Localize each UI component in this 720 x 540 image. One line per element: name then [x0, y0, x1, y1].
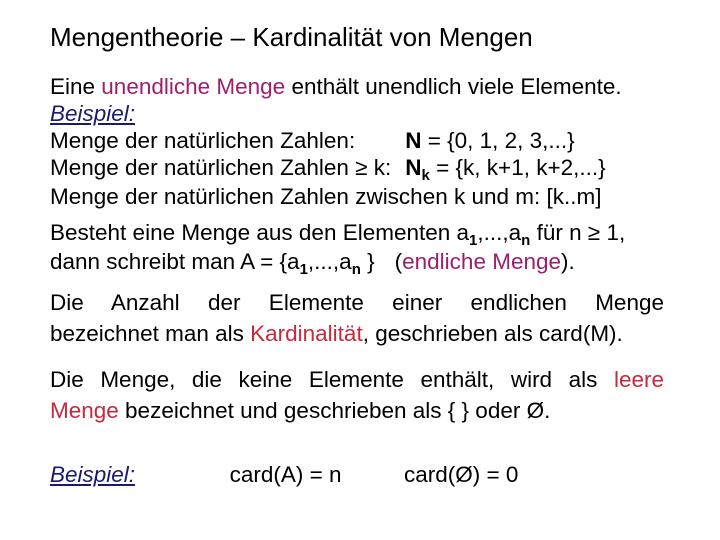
example-label[interactable]: Beispiel:: [50, 101, 136, 126]
set-notation: = {k, k+1, k+2,...}: [429, 155, 606, 180]
text: enthält unendlich viele Elemente.: [285, 74, 622, 99]
example-2-line: [50, 461, 518, 489]
text: bezeichnet man als: [50, 321, 251, 346]
card-a: card(A) = n: [229, 462, 342, 487]
infinite-set-line: [50, 73, 622, 101]
text: ,...,a: [477, 220, 522, 245]
elements-line: [50, 219, 625, 247]
empty-set-row-1: [50, 364, 664, 395]
text: für n ≥ 1,: [530, 220, 626, 245]
natural-numbers-line: [50, 127, 575, 155]
text: Menge der natürlichen Zahlen:: [50, 128, 356, 153]
empty-set-row-2: [50, 395, 664, 426]
text: (: [394, 249, 403, 274]
subscript: n: [521, 232, 531, 249]
text: ,...,a: [307, 249, 352, 274]
text: , geschrieben als card(M).: [362, 321, 623, 346]
text: Besteht eine Menge aus den Elementen a: [50, 220, 470, 245]
text: dann schreibt man A = {a: [50, 249, 300, 274]
text: Eine: [50, 74, 102, 99]
card-empty: card(Ø) = 0: [404, 462, 519, 487]
cardinality-row-2: [50, 318, 664, 349]
text: Die Menge, die keine Elemente enthält, wird als: [50, 367, 614, 392]
interval-line: [50, 183, 602, 211]
text: Menge der natürlichen Zahlen zwischen k und m: [k..m]: [50, 184, 602, 209]
highlight-finite-set: endliche Menge: [402, 249, 562, 274]
symbol-N: N: [405, 155, 422, 180]
text: bezeichnet und geschrieben als { } oder Ø.: [118, 398, 551, 423]
cardinality-row-1: Die Anzahl der Elemente einer endlichen Menge: [50, 290, 664, 315]
symbol-N: N: [405, 128, 422, 153]
highlight-set: Menge: [50, 398, 119, 423]
highlight-infinite-set: unendliche Menge: [101, 74, 286, 99]
subscript: 1: [299, 261, 308, 278]
finite-set-line: [50, 248, 575, 276]
page-title: Mengentheorie – Kardinalität von Mengen: [50, 22, 533, 52]
example-label-line: [50, 100, 135, 128]
text: ).: [561, 249, 575, 274]
text: }: [360, 249, 375, 274]
cardinality-paragraph: [50, 287, 664, 349]
highlight-empty: leere: [613, 367, 664, 392]
example-label[interactable]: Beispiel:: [50, 462, 136, 487]
highlight-cardinality: Kardinalität: [250, 321, 363, 346]
text: Menge der natürlichen Zahlen ≥ k:: [50, 155, 392, 180]
subscript: 1: [469, 232, 478, 249]
natural-numbers-ge-k-line: [50, 154, 606, 182]
set-notation: = {0, 1, 2, 3,...}: [421, 128, 575, 153]
empty-set-paragraph: [50, 364, 664, 426]
subscript: k: [421, 167, 430, 184]
subscript: n: [351, 261, 361, 278]
